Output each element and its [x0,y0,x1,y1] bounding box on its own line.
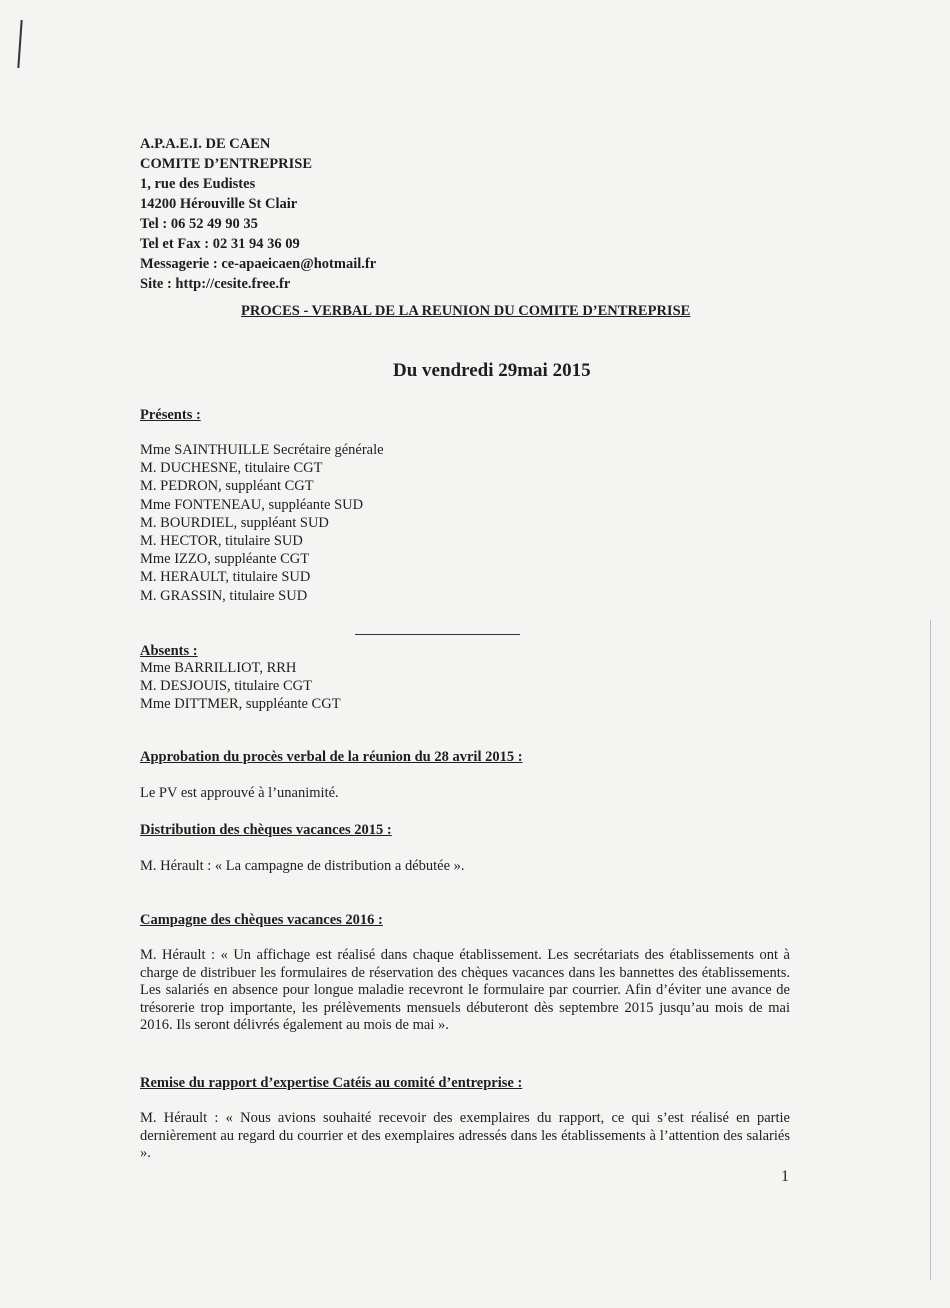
address-street: 1, rue des Eudistes [140,176,256,192]
address-city: 14200 Hérouville St Clair [140,196,298,212]
absents-list [140,659,341,714]
section-heading-cheques-2015: Distribution des chèques vacances 2015 : [140,822,392,838]
section-text-cheques-2016: M. Hérault : « Un affichage est réalisé dans chaque établissement. Les secrétariats des établissements ont à charge de distribuer les formulaires de réservation des chèques vacances dans les bannettes des établissements. Les salariés en absence pour longue maladie recevront le formulaire par courrier. Afin d’éviter une avance de trésorerie trop importante, les prélèvements mensuels débuteront dès septembre 2015 jusqu’au mois de mai 2016. Ils seront délivrés également au mois de mai ». [140,947,790,1034]
section-heading-pv-approval: Approbation du procès verbal de la réunion du 28 avril 2015 : [140,749,523,765]
meeting-date: Du vendredi 29mai 2015 [393,360,591,381]
list-item: M. HECTOR, titulaire SUD [140,533,303,550]
separator-line [355,634,520,635]
list-item: M. HERAULT, titulaire SUD [140,569,311,586]
phone: Tel : 06 52 49 90 35 [140,216,258,232]
section-heading-expertise-report: Remise du rapport d’expertise Catéis au comité d’entreprise : [140,1075,523,1091]
list-item: M. BOURDIEL, suppléant SUD [140,514,329,531]
committee-name: COMITE D’ENTREPRISE [140,156,313,172]
section-heading-cheques-2016: Campagne des chèques vacances 2016 : [140,912,383,928]
document-title: PROCES - VERBAL DE LA REUNION DU COMITE D’ENTREPRISE [241,303,691,319]
section-text-pv-approval: Le PV est approuvé à l’unanimité. [140,785,339,801]
list-item: M. PEDRON, suppléant CGT [140,478,314,495]
section-text-expertise-report: M. Hérault : « Nous avions souhaité recevoir des exemplaires du rapport, ce qui s’est réalisé en partie dernièrement au regard du courrier et des exemplaires adressés dans les établissements à l’attention des salariés ». [140,1110,790,1162]
presents-heading: Présents : [140,407,201,423]
email: Messagerie : ce-apaeicaen@hotmail.fr [140,256,377,272]
list-item: M. DESJOUIS, titulaire CGT [140,678,312,695]
section-text-cheques-2015: M. Hérault : « La campagne de distribution a débutée ». [140,858,465,874]
list-item: Mme BARRILLIOT, RRH [140,660,297,676]
page-number: 1 [781,1168,789,1185]
pen-mark [17,20,22,68]
page-fold-edge [930,620,931,1280]
list-item: Mme DITTMER, suppléante CGT [140,696,341,713]
website: Site : http://cesite.free.fr [140,276,291,292]
fax: Tel et Fax : 02 31 94 36 09 [140,236,300,252]
org-name: A.P.A.E.I. DE CAEN [140,136,271,152]
list-item: M. GRASSIN, titulaire SUD [140,587,308,604]
list-item: Mme FONTENEAU, suppléante SUD [140,496,364,513]
list-item: Mme SAINTHUILLE Secrétaire générale [140,442,384,458]
absents-heading: Absents : [140,643,198,659]
list-item: Mme IZZO, suppléante CGT [140,551,310,568]
list-item: M. DUCHESNE, titulaire CGT [140,460,323,477]
letterhead [140,134,376,294]
presents-list [140,441,384,605]
